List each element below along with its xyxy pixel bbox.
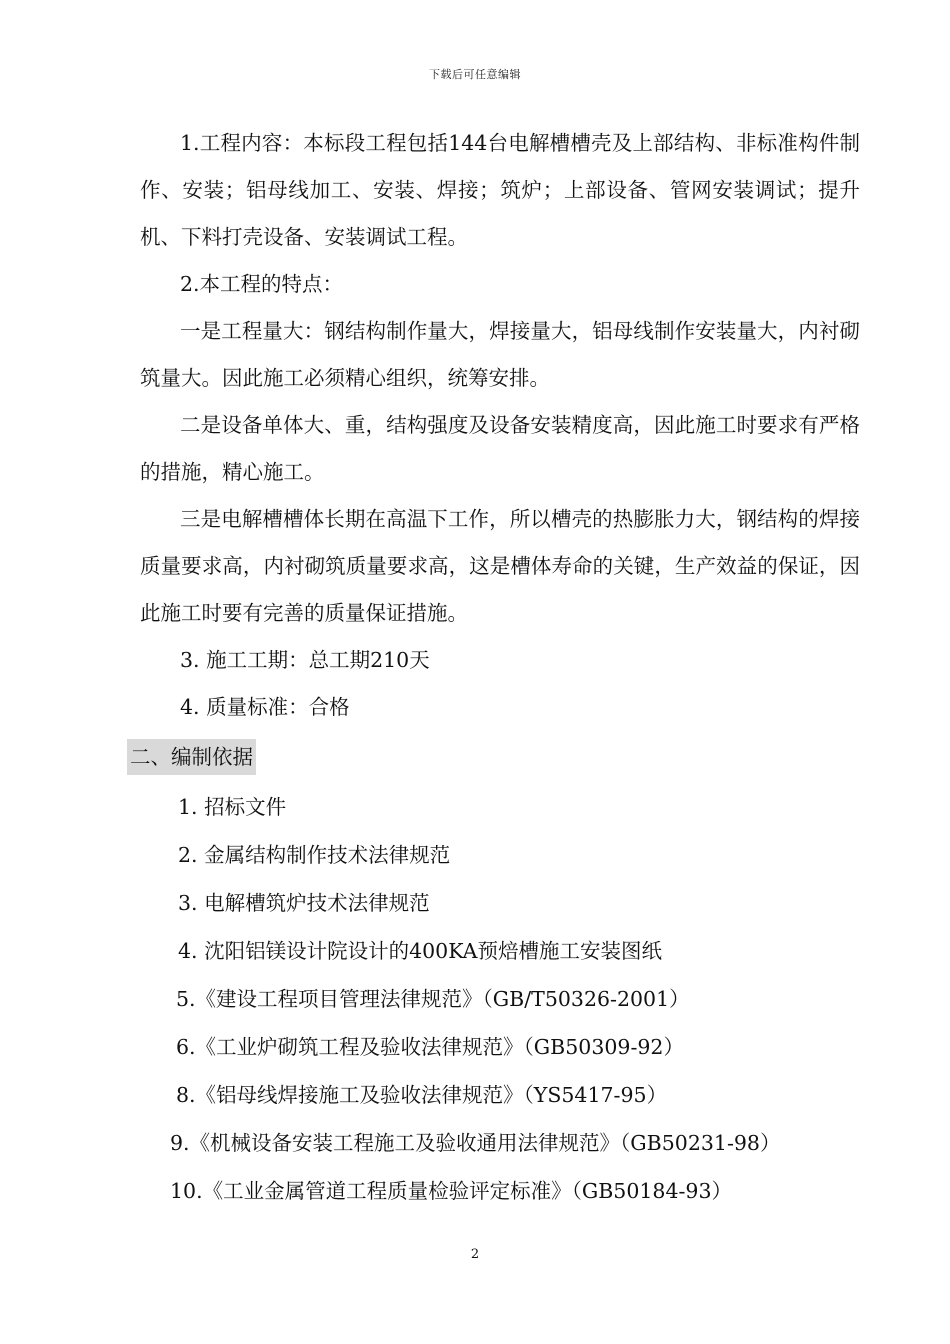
list-item: 10.《工业金属管道工程质量检验评定标准》（GB50184-93）: [170, 1179, 733, 1203]
page-number: 2: [470, 1247, 480, 1262]
document-body: [140, 120, 860, 731]
paragraph-features-title: 2.本工程的特点：: [180, 272, 344, 296]
page-header: 下载后可任意编辑: [429, 68, 521, 81]
section-heading: 二、编制依据: [127, 739, 256, 775]
list-item: 9.《机械设备安装工程施工及验收通用法律规范》（GB50231-98）: [170, 1131, 781, 1155]
paragraph-feature-1: 一是工程量大：钢结构制作量大，焊接量大，铝母线制作安装量大，内衬砌筑量大。因此施工必须精心组织，统筹安排。: [140, 319, 860, 390]
list-item: 8.《铝母线焊接施工及验收法律规范》（YS5417-95）: [176, 1083, 668, 1107]
paragraph-schedule: 3. 施工工期：总工期210天: [180, 648, 430, 672]
list-item: 4. 沈阳铝镁设计院设计的400KA预焙槽施工安装图纸: [178, 939, 662, 963]
list-item: 3. 电解槽筑炉技术法律规范: [178, 891, 430, 915]
list-item: 1. 招标文件: [178, 795, 287, 819]
list-item: 6.《工业炉砌筑工程及验收法律规范》（GB50309-92）: [176, 1035, 684, 1059]
paragraph-project-content: 1.工程内容：本标段工程包括144台电解槽槽壳及上部结构、非标准构件制作、安装；铝母线加工、安装、焊接；筑炉；上部设备、管网安装调试；提升机、下料打壳设备、安装调试工程。: [140, 131, 860, 249]
paragraph-quality: 4. 质量标准：合格: [180, 695, 350, 719]
paragraph-feature-3: 三是电解槽槽体长期在高温下工作，所以槽壳的热膨胀力大，钢结构的焊接质量要求高，内衬砌筑质量要求高，这是槽体寿命的关键，生产效益的保证，因此施工时要有完善的质量保证措施。: [140, 507, 860, 625]
list-item: 2. 金属结构制作技术法律规范: [178, 843, 451, 867]
list-item: 5.《建设工程项目管理法律规范》（GB/T50326-2001）: [176, 987, 690, 1011]
paragraph-feature-2: 二是设备单体大、重，结构强度及设备安装精度高，因此施工时要求有严格的措施，精心施工。: [140, 413, 860, 484]
